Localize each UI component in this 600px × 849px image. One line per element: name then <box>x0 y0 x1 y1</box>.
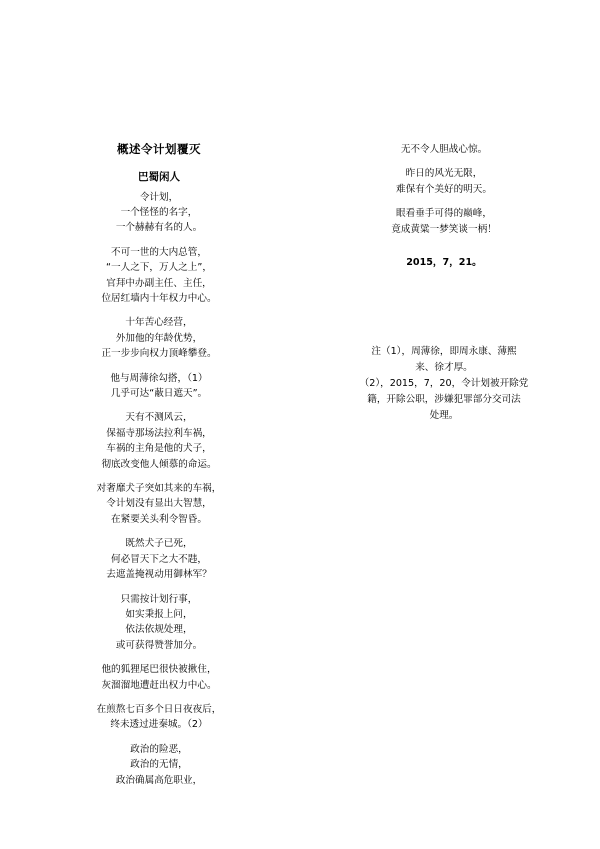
stanza <box>30 371 288 402</box>
poem-line: 一个怪怪的名字， <box>120 206 198 218</box>
footnote-line: 来、徐才厚。 <box>415 362 473 374</box>
poem-line: 十年苦心经营， <box>125 317 193 329</box>
publication-date: 2015，7，21。 <box>406 257 482 269</box>
stanza <box>30 190 288 236</box>
poem-line: 或可获得赞誉加分。 <box>115 639 203 651</box>
poem-line: 昨日的风光无限， <box>405 168 483 180</box>
poem-line: 政治确属高危职业， <box>115 774 203 786</box>
stanza <box>30 702 288 733</box>
poem-line: 何必冒天下之大不韪， <box>111 553 207 565</box>
poem-line: 外加他的年龄优势， <box>115 332 203 344</box>
left-column <box>0 142 300 797</box>
stanza <box>318 206 570 237</box>
poem-line: 令计划， <box>139 191 179 203</box>
stanza <box>30 410 288 472</box>
poem-line: 去遮盖掩视动用御林军？ <box>106 569 212 581</box>
stanza <box>30 536 288 582</box>
two-column-layout <box>0 142 600 797</box>
footnotes <box>318 344 570 423</box>
stanza <box>30 315 288 361</box>
poem-line: 政治的险恶， <box>130 743 188 755</box>
poem-line: 车祸的主角是他的犬子， <box>106 443 212 455</box>
poem-line: 竟成黄粱一梦笑谈一柄！ <box>391 223 497 235</box>
poem-line: 灰溜溜地遭赶出权力中心。 <box>101 679 217 691</box>
poem-line: 不可一世的大内总管， <box>111 246 207 258</box>
poem-line: 彻底改变他人倾慕的命运。 <box>101 458 217 470</box>
poem-line: 政治的无情， <box>130 759 188 771</box>
poem-continuation <box>318 142 570 237</box>
author-name: 巴蜀闲人 <box>138 170 180 183</box>
poem-line: 依法依规处理， <box>125 624 193 636</box>
poem-line: 如实秉报上问， <box>125 608 193 620</box>
poem-line: 位居红墙内十年权力中心。 <box>101 293 217 305</box>
stanza <box>30 662 288 693</box>
footnote-line: 注（1），周薄徐，即周永康、薄熙 <box>371 346 517 358</box>
poem-line: 终未透过进秦城。（2） <box>110 719 208 731</box>
footnote-line: （2），2015，7，20，令计划被开除党 <box>359 378 529 390</box>
poem-line: 他与周薄徐勾搭，（1） <box>110 372 208 384</box>
right-column <box>300 142 600 423</box>
poem-line: 在紧要关头利令智昏。 <box>111 513 207 525</box>
poem-line: 难保有个美好的明天。 <box>396 183 492 195</box>
poem-line: 几乎可达“蔽日遮天”。 <box>110 388 208 400</box>
stanza <box>30 592 288 654</box>
poem-line: 天有不测风云， <box>125 412 193 424</box>
stanza <box>318 142 570 157</box>
poem-line: 他的狐狸尾巴很快被揪住， <box>101 664 217 676</box>
poem-line: “一人之下，万人之上”， <box>106 262 212 274</box>
poem-line: 保福寺那场法拉利车祸， <box>106 427 212 439</box>
poem-line: 正一步步向权力顶峰攀登。 <box>101 348 217 360</box>
stanza <box>30 742 288 788</box>
stanza <box>30 481 288 527</box>
stanza <box>318 166 570 197</box>
poem-line: 官拜中办副主任、主任， <box>106 277 212 289</box>
page-title: 概述令计划覆灭 <box>117 142 201 156</box>
poem-line: 无不令人胆战心惊。 <box>400 144 488 155</box>
footnote-line: 籍，开除公职，涉嫌犯罪部分交司法 <box>367 393 521 405</box>
footnote-line: 处理。 <box>429 409 459 421</box>
poem-line: 在煎熬七百多个日日夜夜后， <box>96 703 222 715</box>
poem-line: 既然犬子已死， <box>125 538 193 550</box>
poem-line: 令计划没有显出大智慧， <box>106 498 212 510</box>
poem-line: 对奢靡犬子突如其来的车祸， <box>96 483 222 495</box>
poem-line: 眼看垂手可得的巅峰， <box>396 208 492 220</box>
poem-line: 只需按计划行事， <box>120 593 198 605</box>
stanza <box>30 245 288 307</box>
poem-line: 一个赫赫有名的人。 <box>115 222 203 234</box>
